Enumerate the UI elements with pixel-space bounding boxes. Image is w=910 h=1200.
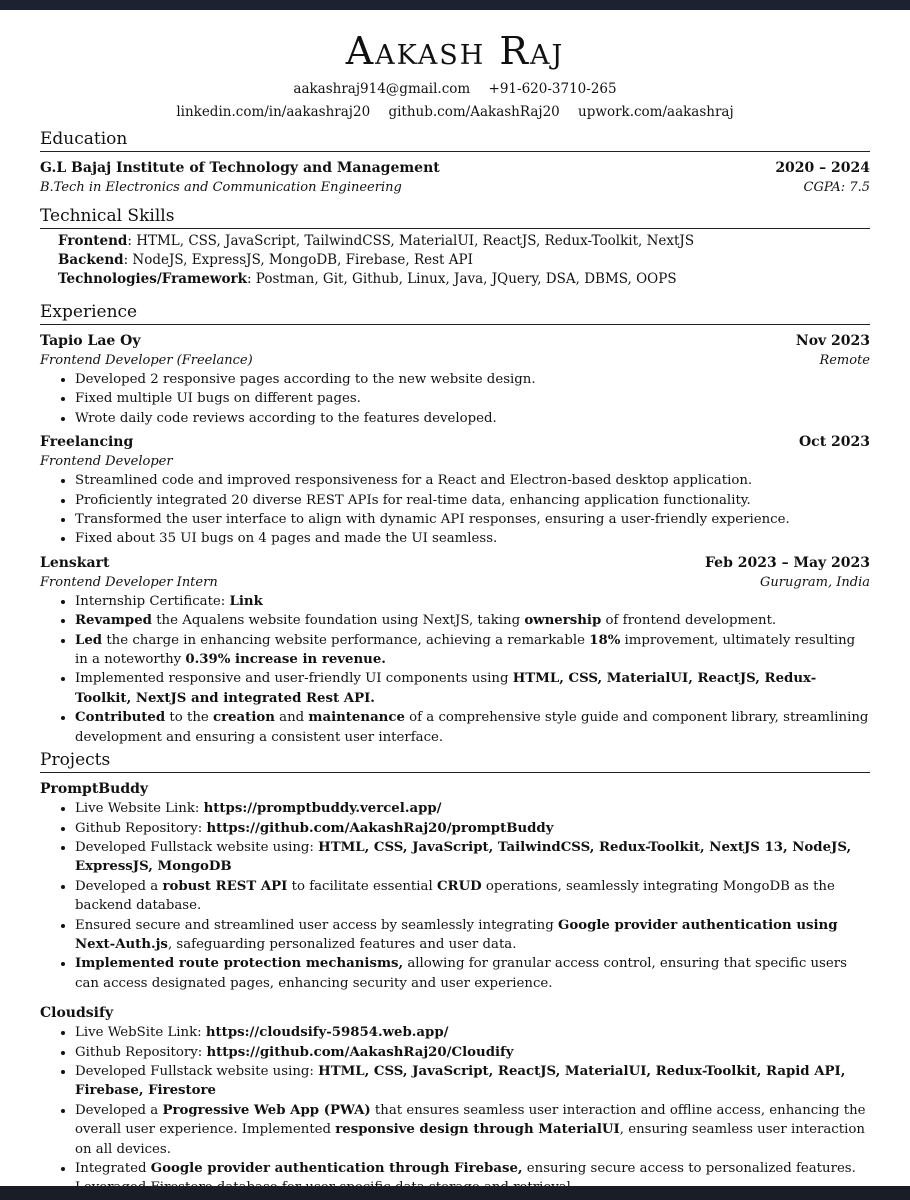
project-bullets xyxy=(40,1023,870,1198)
job-date: Oct 2023 xyxy=(798,434,870,451)
bullet-bold: Contributed xyxy=(75,710,166,726)
github-repo-link[interactable]: https://github.com/AakashRaj20/Cloudify xyxy=(206,1044,514,1060)
bullet-text: Implemented responsive and user-friendly UI components using xyxy=(75,671,513,687)
skills-frontend-label: Frontend xyxy=(58,233,128,249)
project-name: PromptBuddy xyxy=(40,781,149,798)
job-location: Gurugram, India xyxy=(760,574,870,590)
email-link[interactable]: aakashraj914@gmail.com xyxy=(293,81,471,97)
job-bullet: • Fixed about 35 UI bugs on 4 pages and made the UI seamless. xyxy=(75,529,870,548)
certificate-link[interactable]: Link xyxy=(229,593,263,609)
skills-tech-label: Technologies/Framework xyxy=(58,271,247,287)
job-bullet: • Developed 2 responsive pages according to the new website design. xyxy=(75,370,870,389)
skills-backend-value: : NodeJS, ExpressJS, MongoDB, Firebase, Rest API xyxy=(123,252,473,268)
company-name: Freelancing xyxy=(40,434,134,451)
bullet-text: Developed Fullstack website using: xyxy=(75,1063,319,1079)
skills-block xyxy=(40,232,870,289)
bullet-bold: maintenance xyxy=(308,710,405,726)
job-entry xyxy=(40,331,870,428)
bullet-bold: 0.39% increase in revenue. xyxy=(185,652,386,668)
bullet-text: Internship Certificate: xyxy=(75,593,230,609)
skills-backend-label: Backend xyxy=(58,252,124,268)
project-bullet xyxy=(75,916,870,955)
project-bullet xyxy=(75,1023,870,1042)
bullet-bold: Google provider authentication through Firebase, xyxy=(150,1161,523,1176)
project-bullets xyxy=(40,799,870,993)
project-bullet xyxy=(75,819,870,838)
bullet-text: improvement, ultimately resulting in a noteworthy xyxy=(75,632,856,668)
job-bullets xyxy=(40,592,870,747)
bullet-text: Live WebSite Link: xyxy=(75,1025,206,1041)
skills-tech xyxy=(58,270,870,289)
skills-backend xyxy=(58,251,870,270)
github-repo-link[interactable]: https://github.com/AakashRaj20/promptBuddy xyxy=(206,820,554,836)
skills-frontend-value: : HTML, CSS, JavaScript, TailwindCSS, MaterialUI, ReactJS, Redux-Toolkit, NextJS xyxy=(127,233,695,249)
bullet-bold: creation xyxy=(213,710,275,726)
job-location: Remote xyxy=(819,353,870,368)
job-bullet: • Proficiently integrated 20 diverse REST APIs for real-time data, enhancing application functionality. xyxy=(75,491,870,510)
bullet-text: Integrated xyxy=(75,1161,151,1176)
bullet-text: the charge in enhancing website performance, achieving a remarkable xyxy=(102,632,590,648)
job-role: Frontend Developer xyxy=(40,454,173,470)
job-subrow xyxy=(40,351,870,370)
degree: B.Tech in Electronics and Communication Engineering xyxy=(40,180,402,195)
job-bullets xyxy=(40,370,870,428)
school-name: G.L Bajaj Institute of Technology and Management xyxy=(40,160,440,176)
job-bullet: • Streamlined code and improved responsiveness for a React and Electron-based desktop application. xyxy=(75,471,870,490)
bullet-text: to the xyxy=(165,710,213,726)
bullet-text: Github Repository: xyxy=(75,820,207,836)
bullet-text: ensuring secure access to personalized features. xyxy=(522,1161,856,1176)
bullet-bold: Led xyxy=(75,632,103,648)
job-bullet xyxy=(75,631,870,670)
live-website-link[interactable]: https://promptbuddy.vercel.app/ xyxy=(203,801,442,817)
bullet-bold: HTML, CSS, JavaScript, TailwindCSS, Redux-Toolkit, NextJS 13, NodeJS, ExpressJS, MongoDB xyxy=(75,839,852,875)
education-subrow xyxy=(40,178,870,197)
bullet-text: Github Repository: xyxy=(75,1044,207,1060)
contact-line-1 xyxy=(40,80,870,99)
top-edge-bar xyxy=(0,0,910,10)
project-bullet xyxy=(75,954,870,993)
job-date: Nov 2023 xyxy=(795,333,870,349)
bullet-text: of a comprehensive style guide and component library, streamlining development and ensuring a consistent user interface. xyxy=(75,710,869,745)
project-bullet xyxy=(75,1043,870,1062)
bullet-bold: robust REST API xyxy=(162,878,288,894)
education-entry xyxy=(40,158,870,197)
bullet-text: operations, seamlessly integrating MongoDB as the backend database. xyxy=(75,878,835,914)
project-bullet xyxy=(75,1159,870,1178)
job-bullet: • Transformed the user interface to align with dynamic API responses, ensuring a user-friendly experience. xyxy=(75,510,870,529)
job-bullet xyxy=(75,708,870,747)
bullet-text: that ensures seamless user interaction and offline access, enhancing the overall user experience. Implemented xyxy=(75,1102,866,1138)
bullet-bold: Revamped xyxy=(75,613,152,629)
section-heading-projects: Projects xyxy=(40,749,870,773)
skills-frontend xyxy=(58,232,870,251)
bullet-text: Developed Fullstack website using: xyxy=(75,839,319,855)
bullet-text: allowing for granular access control, ensuring that specific users can access designated pages, enhancing security and user experience. xyxy=(75,956,847,991)
job-row xyxy=(40,432,870,452)
bullet-bold: Progressive Web App (PWA) xyxy=(162,1102,371,1118)
company-name: Tapio Lae Oy xyxy=(40,333,141,349)
bullet-text: , ensuring seamless user interaction on all devices. xyxy=(75,1122,865,1157)
job-entry xyxy=(40,553,870,747)
skills-tech-value: : Postman, Git, Github, Linux, Java, JQuery, DSA, DBMS, OOPS xyxy=(246,271,677,287)
bullet-bold: Implemented route protection mechanisms, xyxy=(75,956,404,972)
project-name: Cloudsify xyxy=(40,1005,114,1022)
bullet-bold: HTML, CSS, JavaScript, ReactJS, MaterialUI, Redux-Toolkit, Rapid API, Firebase, Firestore xyxy=(75,1063,846,1099)
bullet-text: Ensured secure and streamlined user access by seamlessly integrating xyxy=(75,917,558,933)
bullet-text: to facilitate essential xyxy=(287,878,437,894)
education-row xyxy=(40,158,870,178)
upwork-link[interactable]: upwork.com/aakashraj xyxy=(578,104,734,120)
bullet-text: Live Website Link: xyxy=(75,801,204,817)
job-role: Frontend Developer Intern xyxy=(40,574,218,590)
bullet-bold: ownership xyxy=(524,613,602,629)
project-bullet xyxy=(75,877,870,916)
section-heading-skills: Technical Skills xyxy=(40,205,870,229)
job-bullet: • Fixed multiple UI bugs on different pages. xyxy=(75,389,870,408)
candidate-name: Aakash Raj xyxy=(345,29,565,73)
bullet-bold: HTML, CSS, MaterialUI, ReactJS, Redux-Toolkit, NextJS and integrated Rest API. xyxy=(75,671,817,706)
bottom-edge-bar xyxy=(0,1186,910,1200)
job-bullets xyxy=(40,471,870,549)
bullet-bold: CRUD xyxy=(436,878,482,894)
job-entry xyxy=(40,432,870,549)
company-name: Lenskart xyxy=(40,554,110,571)
bullet-text: Developed a xyxy=(75,1102,163,1118)
section-heading-education: Education xyxy=(40,128,870,152)
github-link[interactable]: github.com/AakashRaj20 xyxy=(388,104,560,120)
contact-line-2 xyxy=(40,103,870,122)
cgpa: CGPA: 7.5 xyxy=(803,180,870,195)
bullet-text: the Aqualens website foundation using NextJS, taking xyxy=(151,613,525,629)
project-bullet xyxy=(75,799,870,818)
job-bullet xyxy=(75,669,870,708)
job-role: Frontend Developer (Freelance) xyxy=(40,353,253,368)
bullet-text: and xyxy=(274,710,309,726)
section-heading-experience: Experience xyxy=(40,301,870,325)
bullet-text: Developed a xyxy=(75,878,163,894)
phone-number: +91-620-3710-265 xyxy=(488,81,617,97)
bullet-text: , safeguarding personalized features and user data. xyxy=(167,936,517,952)
bullet-bold: responsive design through MaterialUI xyxy=(335,1122,620,1138)
linkedin-link[interactable]: linkedin.com/in/aakashraj20 xyxy=(176,104,371,120)
project-bullet xyxy=(75,1062,870,1101)
job-bullet xyxy=(75,592,870,611)
project-bullet xyxy=(75,1101,870,1159)
job-bullet xyxy=(75,611,870,630)
live-website-link[interactable]: https://cloudsify-59854.web.app/ xyxy=(205,1025,449,1041)
job-row xyxy=(40,553,870,573)
resume-page xyxy=(40,14,870,1198)
job-subrow xyxy=(40,573,870,592)
job-subrow xyxy=(40,452,870,471)
bullet-text: of frontend development. xyxy=(601,613,777,629)
job-row xyxy=(40,331,870,351)
job-date: Feb 2023 – May 2023 xyxy=(705,554,870,571)
project-bullet xyxy=(75,838,870,877)
education-dates: 2020 – 2024 xyxy=(775,160,870,176)
job-bullet: • Wrote daily code reviews according to the features developed. xyxy=(75,409,870,428)
bullet-bold: Google provider authentication using Next-Auth.js xyxy=(75,917,838,952)
bullet-bold: 18% xyxy=(589,632,621,648)
